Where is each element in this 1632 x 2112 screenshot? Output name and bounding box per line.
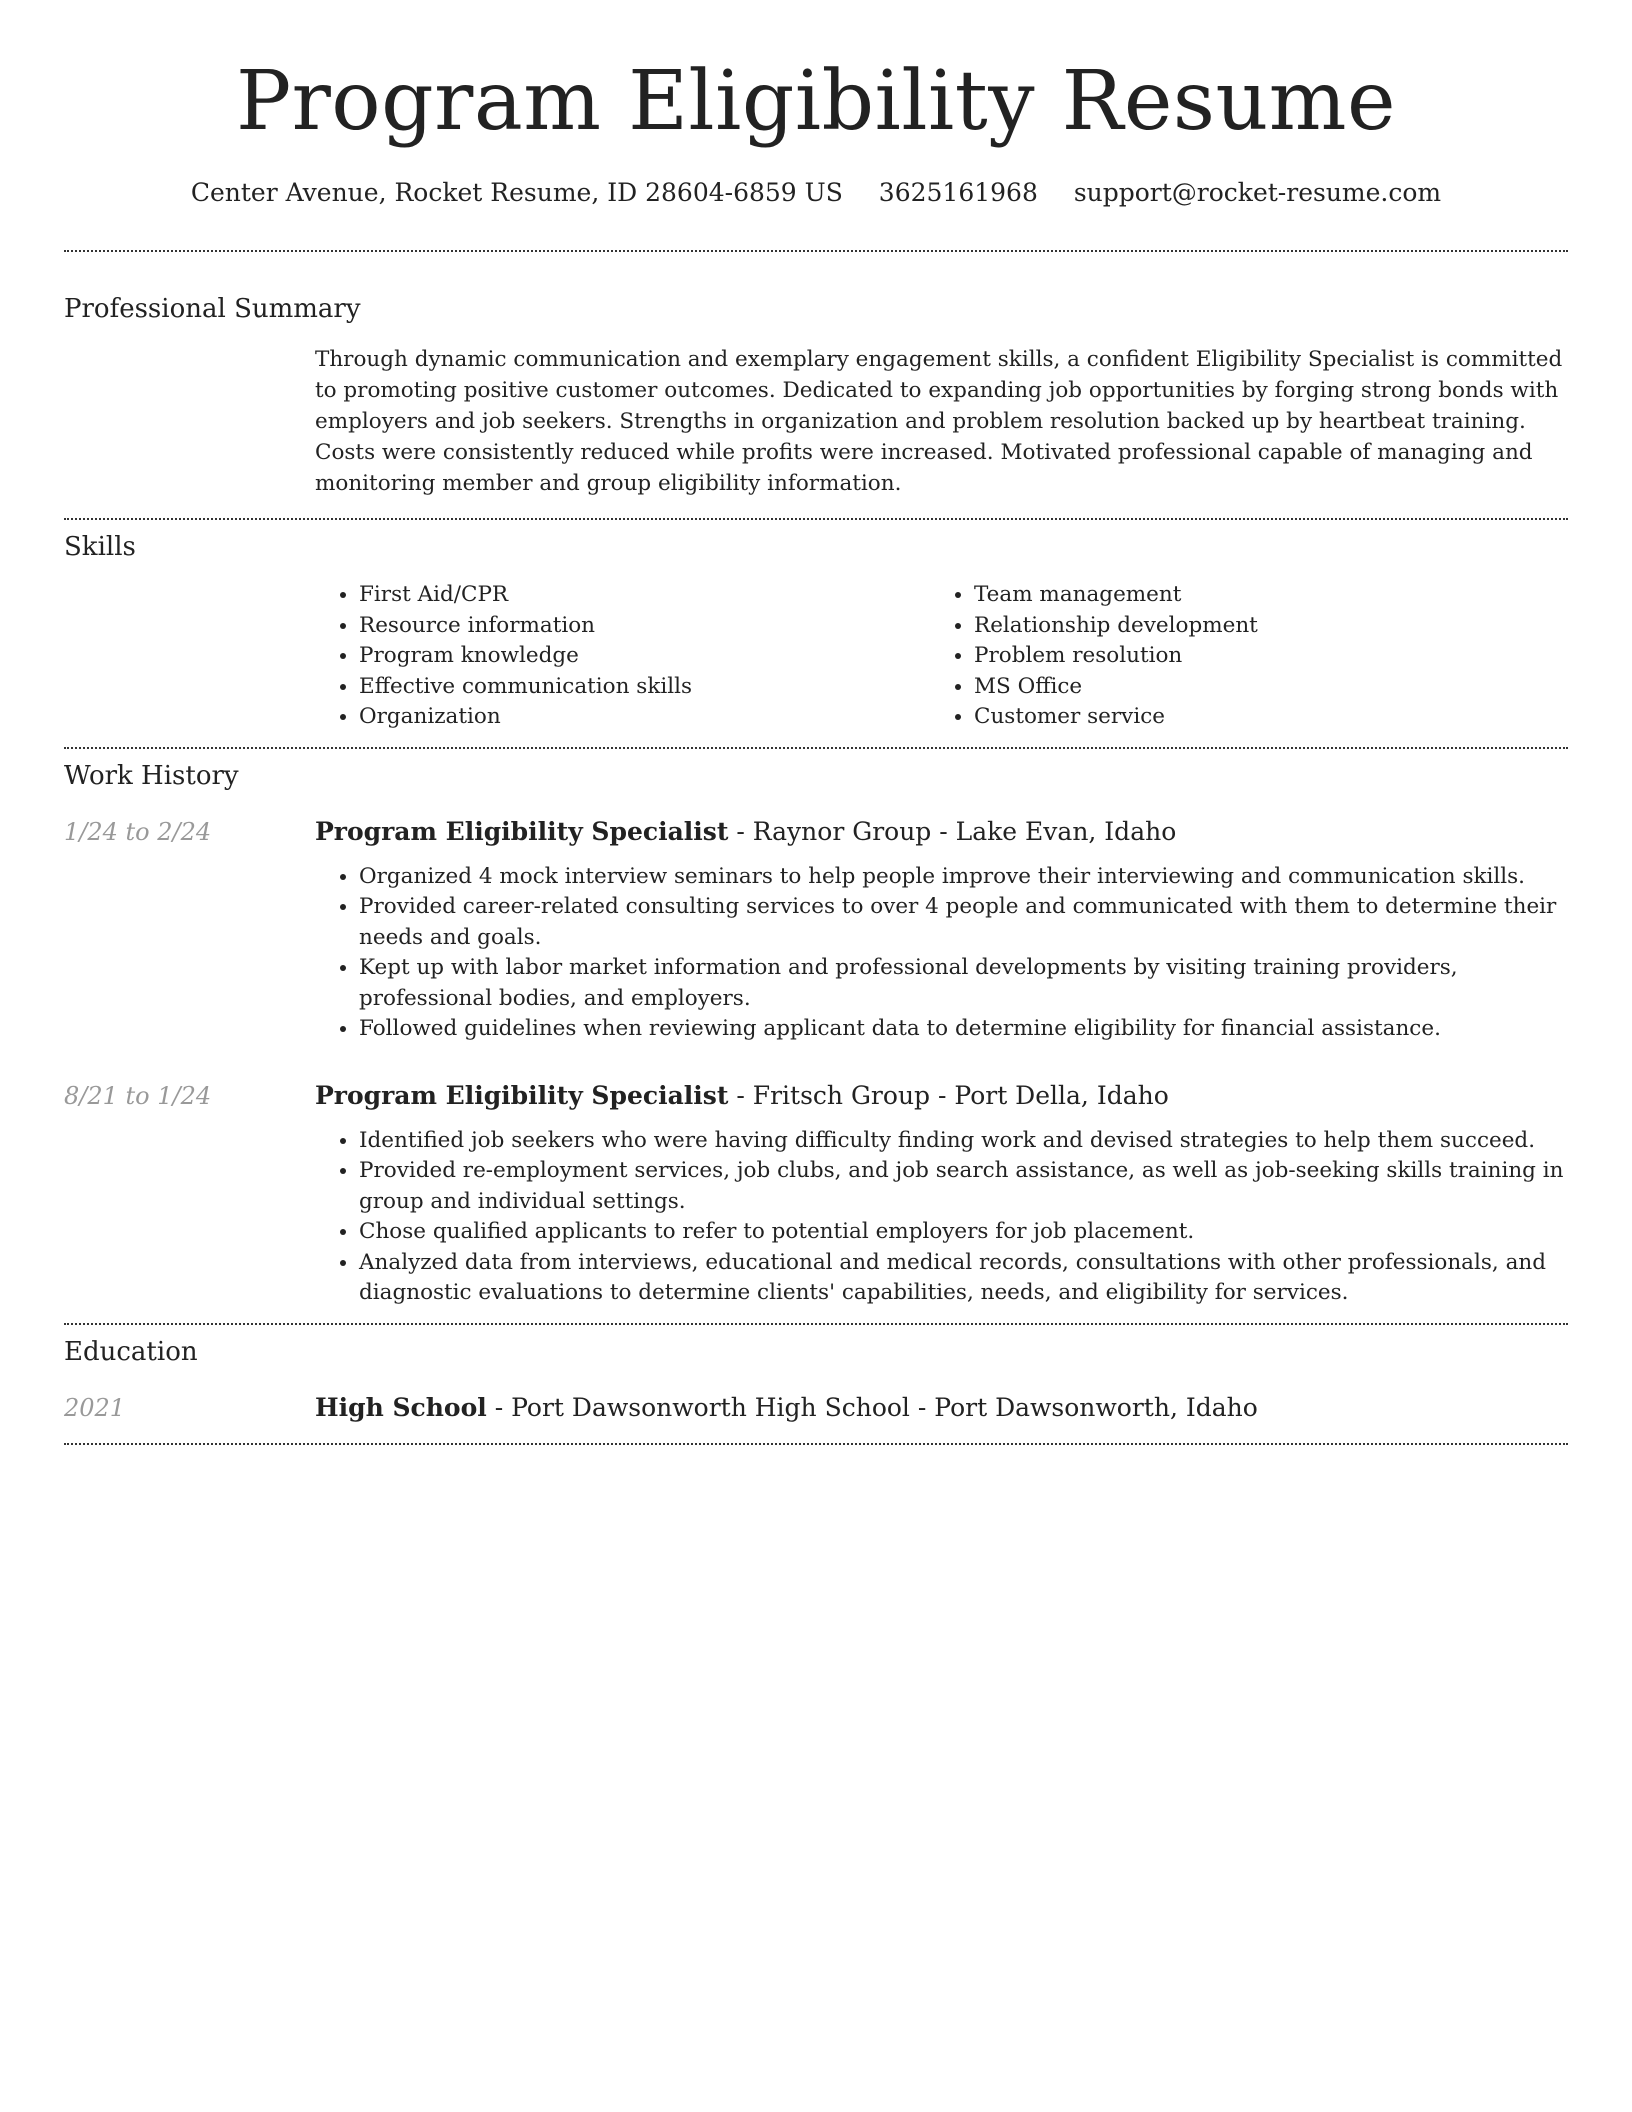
education-year: 2021 bbox=[64, 1393, 126, 1422]
contact-email: support@rocket-resume.com bbox=[1073, 178, 1442, 207]
skill-item: • Organization bbox=[359, 702, 930, 733]
job-bullets bbox=[315, 1126, 1568, 1309]
education-section bbox=[64, 1325, 1568, 1425]
job-bullet: • Provided re-employment services, job clubs, and job search assistance, as well as job-seeking skills training in group and individual settings. bbox=[359, 1156, 1568, 1217]
job-entry bbox=[64, 1079, 1568, 1309]
job-details: - Fritsch Group - Port Della, Idaho bbox=[728, 1080, 1169, 1110]
job-role: Program Eligibility Specialist bbox=[315, 1080, 729, 1110]
skills-heading: Skills bbox=[64, 532, 136, 562]
job-dates: 8/21 to 1/24 bbox=[64, 1081, 212, 1110]
job-bullet: • Chose qualified applicants to refer to potential employers for job placement. bbox=[359, 1217, 1568, 1248]
job-bullet: • Provided career-related consulting services to over 4 people and communicated with them to determine their needs and goals. bbox=[359, 892, 1568, 953]
work-heading: Work History bbox=[64, 760, 239, 791]
job-role: Program Eligibility Specialist bbox=[315, 816, 729, 846]
skill-item: • Problem resolution bbox=[974, 641, 1545, 672]
job-bullet: • Organized 4 mock interview seminars to help people improve their interviewing and communication skills. bbox=[359, 862, 1568, 893]
skill-item: • MS Office bbox=[974, 672, 1545, 703]
job-bullet: • Analyzed data from interviews, educational and medical records, consultations with other professionals, and diagnostic evaluations to determine clients' capabilities, needs, and eligibility for services. bbox=[359, 1248, 1568, 1309]
job-details: - Raynor Group - Lake Evan, Idaho bbox=[728, 816, 1177, 846]
contact-address: Center Avenue, Rocket Resume, ID 28604-6859 US bbox=[190, 178, 843, 207]
education-heading: Education bbox=[64, 1336, 198, 1367]
education-title bbox=[315, 1391, 1568, 1425]
contact-line bbox=[64, 176, 1568, 210]
skill-item: • Customer service bbox=[974, 702, 1545, 733]
skill-item: • First Aid/CPR bbox=[359, 580, 930, 611]
skill-item: • Program knowledge bbox=[359, 641, 930, 672]
summary-heading: Professional Summary bbox=[64, 294, 361, 324]
skill-item: • Resource information bbox=[359, 611, 930, 642]
skills-column-right bbox=[930, 580, 1545, 733]
education-entry bbox=[64, 1391, 1568, 1425]
job-dates: 1/24 to 2/24 bbox=[64, 817, 212, 846]
resume-title: Program Eligibility Resume bbox=[235, 54, 1397, 149]
contact-phone: 3625161968 bbox=[878, 178, 1038, 207]
skill-item: • Relationship development bbox=[974, 611, 1545, 642]
education-degree: High School bbox=[315, 1392, 487, 1422]
job-title bbox=[315, 815, 1568, 849]
job-bullet: • Followed guidelines when reviewing applicant data to determine eligibility for financial assistance. bbox=[359, 1014, 1568, 1045]
work-section bbox=[64, 749, 1568, 1309]
divider bbox=[64, 1443, 1568, 1445]
job-entry bbox=[64, 815, 1568, 1045]
summary-section bbox=[64, 252, 1568, 499]
job-title bbox=[315, 1079, 1568, 1113]
summary-text: Through dynamic communication and exemplary engagement skills, a confident Eligibility Specialist is committed to promoting positive customer outcomes. Dedicated to expanding job opportunities by forging strong bonds with employers and job seekers. Strengths in organization and problem resolution backed up by heartbeat training. Costs were consistently reduced while profits were increased. Motivated professional capable of managing and monitoring member and group eligibility information. bbox=[315, 347, 1563, 496]
education-details: - Port Dawsonworth High School - Port Dawsonworth, Idaho bbox=[486, 1392, 1258, 1422]
skills-section bbox=[64, 520, 1568, 733]
skills-column-left bbox=[315, 580, 930, 733]
skills-list bbox=[315, 580, 1568, 733]
job-bullet: • Kept up with labor market information and professional developments by visiting training providers, professional bodies, and employers. bbox=[359, 953, 1568, 1014]
job-bullet: • Identified job seekers who were having difficulty finding work and devised strategies to help them succeed. bbox=[359, 1126, 1568, 1157]
skill-item: • Effective communication skills bbox=[359, 672, 930, 703]
job-bullets bbox=[315, 862, 1568, 1045]
skill-item: • Team management bbox=[974, 580, 1545, 611]
